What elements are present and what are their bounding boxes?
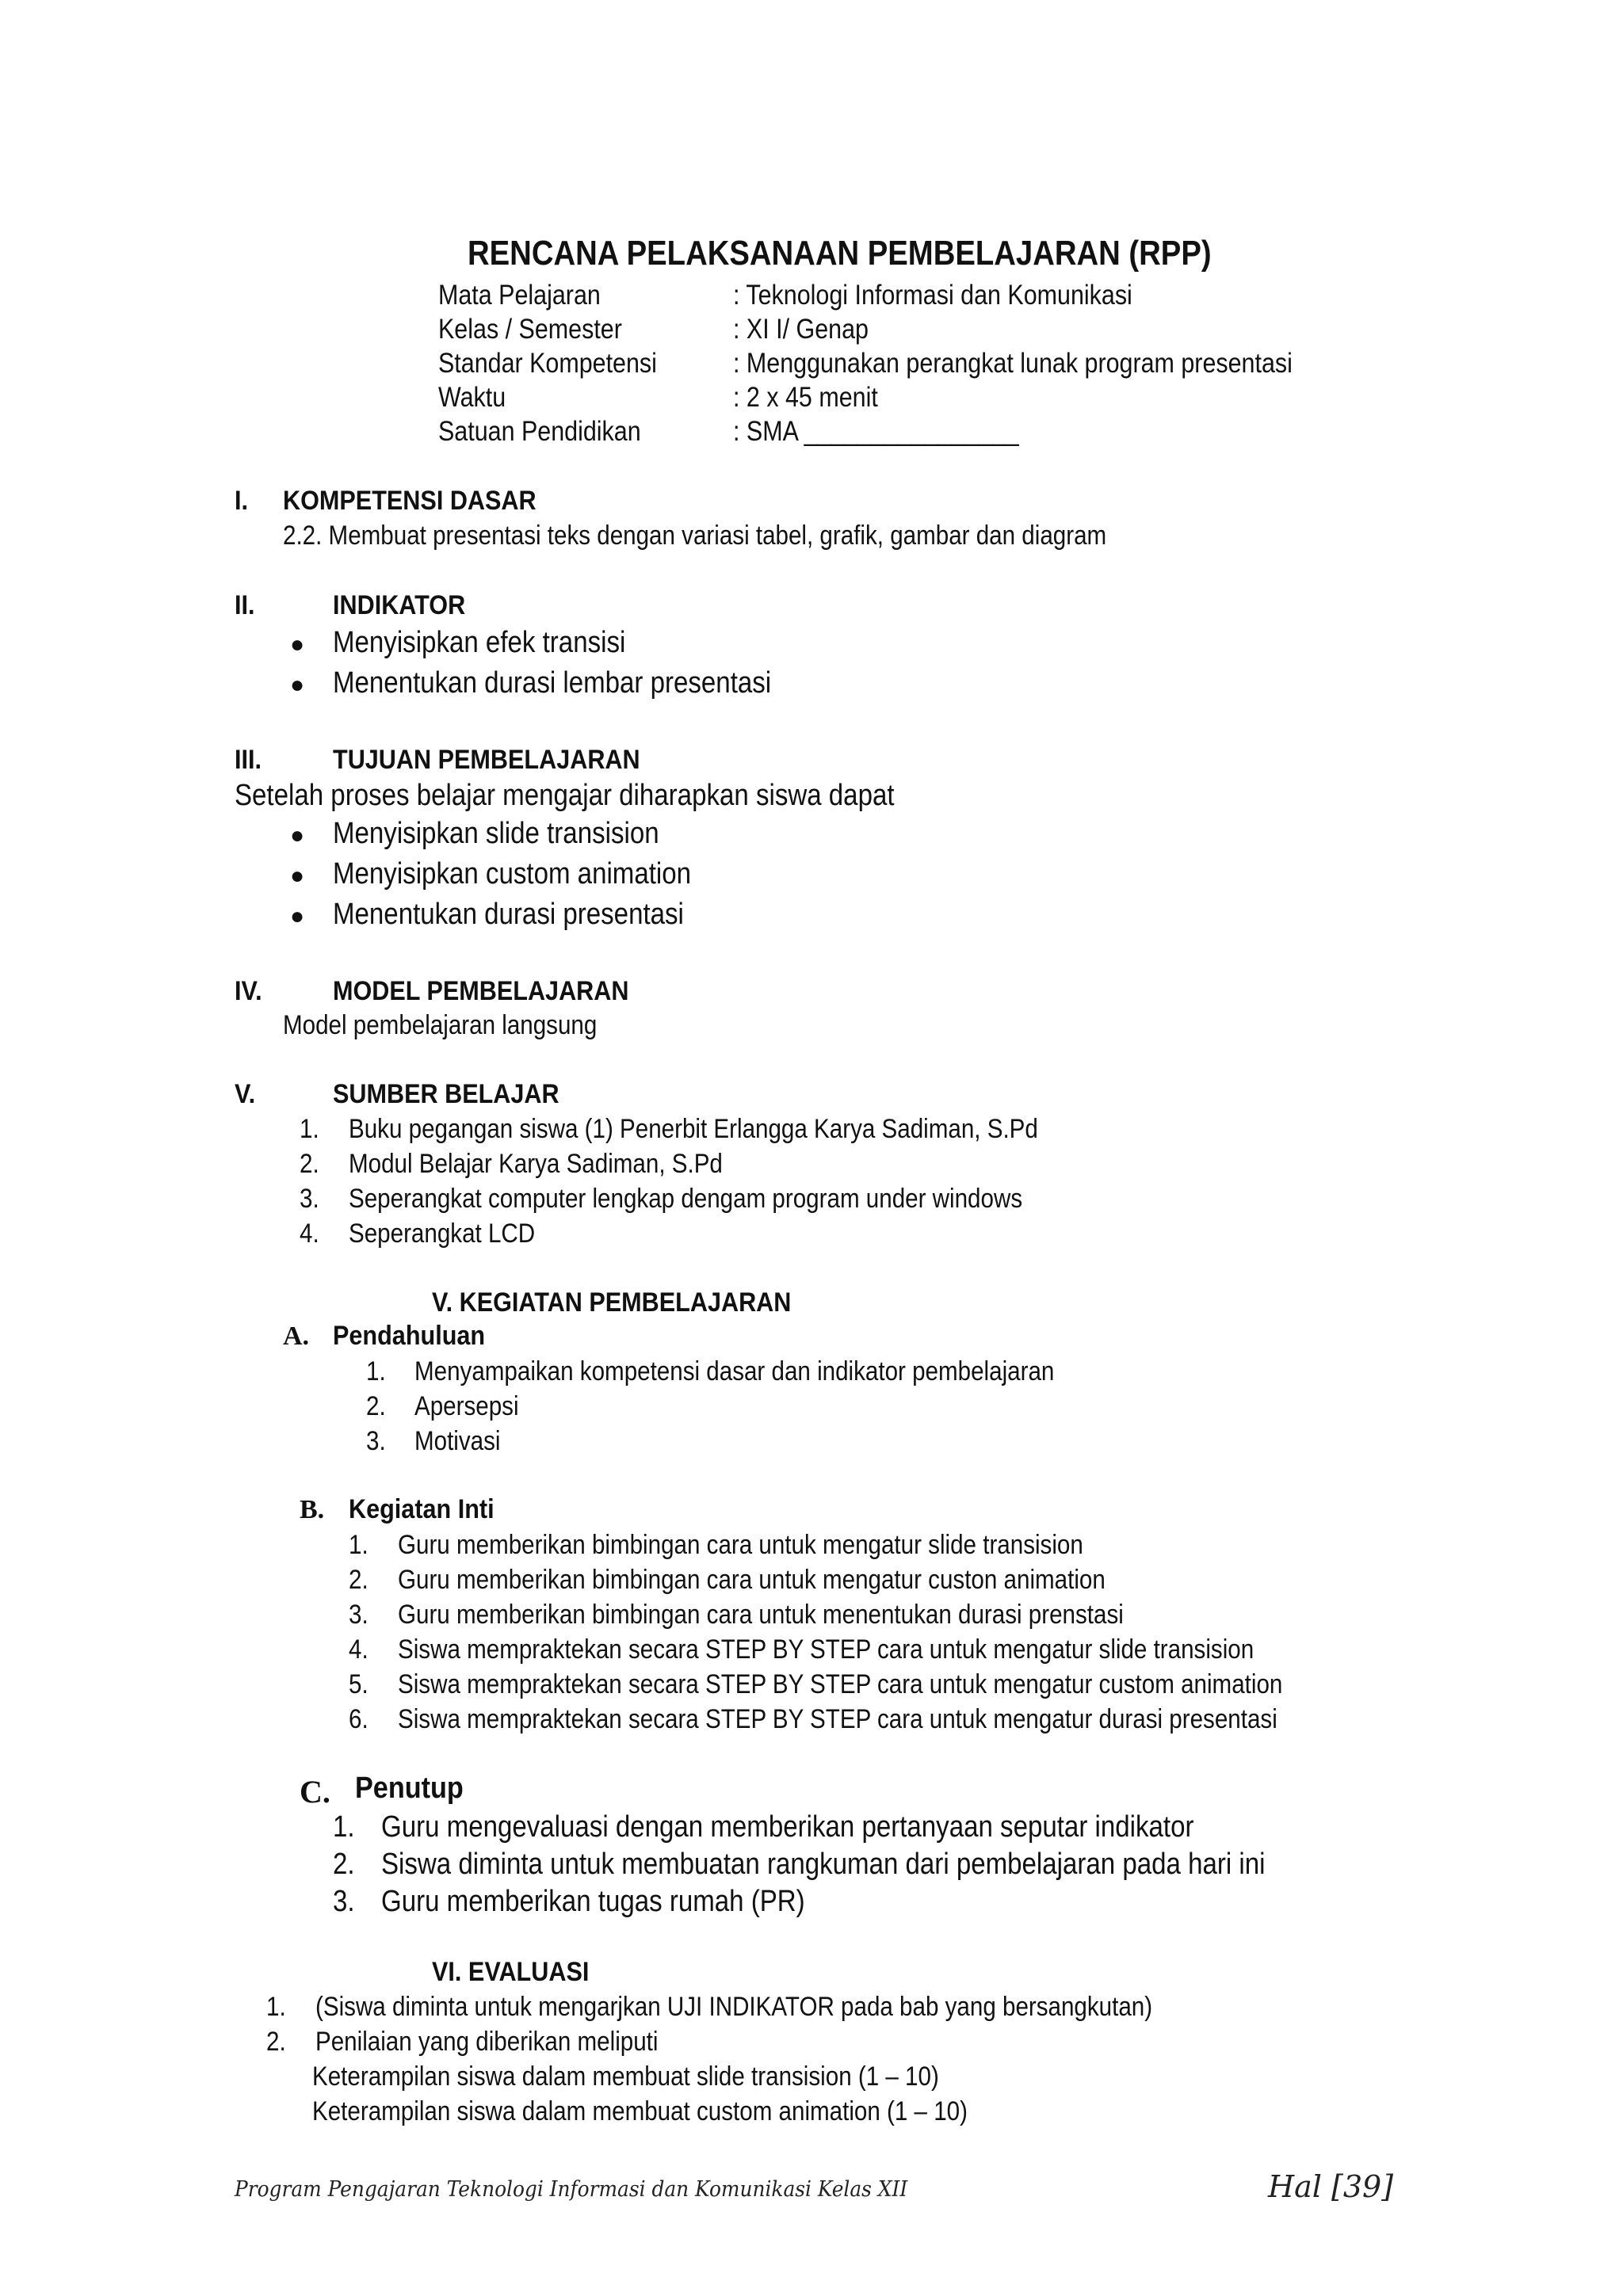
- section-3-number: III.: [235, 745, 262, 775]
- sumber-item: Buku pegangan siswa (1) Penerbit Erlangga Karya Sadiman, S.Pd: [349, 1114, 1038, 1144]
- penutup-item: Guru mengevaluasi dengan memberikan pertanyaan seputar indikator: [381, 1810, 1194, 1844]
- pendahuluan-number: 3.: [366, 1426, 386, 1456]
- sumber-number: 2.: [300, 1149, 319, 1179]
- section-4-title: MODEL PEMBELAJARAN: [333, 976, 629, 1006]
- meta-label-mata-pelajaran: Mata Pelajaran: [438, 280, 601, 311]
- evaluasi-title: VI. EVALUASI: [432, 1957, 590, 1987]
- meta-value-mata-pelajaran: : Teknologi Informasi dan Komunikasi: [733, 280, 1132, 311]
- meta-value-waktu: : 2 x 45 menit: [733, 382, 878, 413]
- penutup-item: Siswa diminta untuk membuatan rangkuman dari pembelajaran pada hari ini: [381, 1848, 1266, 1881]
- inti-item: Guru memberikan bimbingan cara untuk mengatur custon animation: [398, 1565, 1106, 1595]
- meta-label-satuan: Satuan Pendidikan: [438, 416, 641, 447]
- kegiatan-c-letter: C.: [300, 1774, 330, 1810]
- pendahuluan-item: Apersepsi: [414, 1391, 519, 1421]
- inti-item: Siswa mempraktekan secara STEP BY STEP cara untuk mengatur custom animation: [398, 1669, 1283, 1699]
- kegiatan-title: V. KEGIATAN PEMBELAJARAN: [432, 1287, 792, 1318]
- evaluasi-number: 1.: [266, 1992, 286, 2022]
- penutup-number: 2.: [333, 1848, 355, 1881]
- inti-number: 5.: [349, 1669, 369, 1699]
- inti-item: Guru memberikan bimbingan cara untuk menentukan durasi prenstasi: [398, 1600, 1124, 1630]
- pendahuluan-number: 1.: [366, 1356, 386, 1386]
- kegiatan-a-letter: A.: [283, 1322, 310, 1351]
- tujuan-item: Menentukan durasi presentasi: [333, 898, 684, 931]
- evaluasi-item: (Siswa diminta untuk mengarjkan UJI INDIKATOR pada bab yang bersangkutan): [315, 1992, 1153, 2022]
- bullet-icon: ●: [290, 903, 305, 929]
- evaluasi-sub-item: Keterampilan siswa dalam membuat custom animation (1 – 10): [312, 2096, 968, 2126]
- section-1-text: 2.2. Membuat presentasi teks dengan variasi tabel, grafik, gambar dan diagram: [283, 521, 1107, 551]
- section-5-number: V.: [235, 1079, 256, 1109]
- penutup-item: Guru memberikan tugas rumah (PR): [381, 1885, 805, 1918]
- section-2-number: II.: [235, 590, 255, 620]
- inti-number: 6.: [349, 1704, 369, 1734]
- meta-value-standar: : Menggunakan perangkat lunak program presentasi: [733, 348, 1293, 379]
- evaluasi-number: 2.: [266, 2027, 286, 2057]
- evaluasi-item: Penilaian yang diberikan meliputi: [315, 2027, 659, 2057]
- pendahuluan-number: 2.: [366, 1391, 386, 1421]
- evaluasi-sub-item: Keterampilan siswa dalam membuat slide transision (1 – 10): [312, 2061, 939, 2092]
- section-1-number: I.: [235, 486, 249, 516]
- kegiatan-a-title: Pendahuluan: [333, 1321, 486, 1351]
- meta-label-waktu: Waktu: [438, 382, 506, 413]
- indikator-item: Menentukan durasi lembar presentasi: [333, 666, 772, 700]
- section-2-title: INDIKATOR: [333, 590, 466, 620]
- section-4-text: Model pembelajaran langsung: [283, 1010, 598, 1040]
- footer-page-number: Hal [39]: [1268, 2169, 1394, 2204]
- bullet-icon: ●: [290, 822, 305, 849]
- document-title: RENCANA PELAKSANAAN PEMBELAJARAN (RPP): [468, 234, 1212, 273]
- tujuan-item: Menyisipkan custom animation: [333, 857, 692, 891]
- sumber-number: 4.: [300, 1219, 319, 1249]
- penutup-number: 1.: [333, 1810, 355, 1844]
- sumber-number: 1.: [300, 1114, 319, 1144]
- pendahuluan-item: Menyampaikan kompetensi dasar dan indikator pembelajaran: [414, 1356, 1055, 1386]
- inti-number: 1.: [349, 1530, 369, 1560]
- penutup-number: 3.: [333, 1885, 355, 1918]
- bullet-icon: ●: [290, 631, 305, 658]
- kegiatan-b-letter: B.: [300, 1495, 325, 1524]
- inti-number: 2.: [349, 1565, 369, 1595]
- sumber-item: Modul Belajar Karya Sadiman, S.Pd: [349, 1149, 723, 1179]
- bullet-icon: ●: [290, 672, 305, 698]
- bullet-icon: ●: [290, 863, 305, 889]
- inti-number: 3.: [349, 1600, 369, 1630]
- inti-item: Siswa mempraktekan secara STEP BY STEP cara untuk mengatur slide transision: [398, 1634, 1254, 1665]
- section-3-intro: Setelah proses belajar mengajar diharapkan siswa dapat: [235, 779, 895, 812]
- meta-label-standar: Standar Kompetensi: [438, 348, 657, 379]
- meta-value-satuan: : SMA ________________: [733, 416, 1019, 447]
- section-1-title: KOMPETENSI DASAR: [283, 486, 537, 516]
- kegiatan-c-title: Penutup: [355, 1772, 464, 1805]
- kegiatan-b-title: Kegiatan Inti: [349, 1494, 495, 1524]
- sumber-item: Seperangkat computer lengkap dengam program under windows: [349, 1184, 1023, 1214]
- pendahuluan-item: Motivasi: [414, 1426, 501, 1456]
- footer-program-text: Program Pengajaran Teknologi Informasi dan Komunikasi Kelas XII: [235, 2177, 908, 2202]
- inti-number: 4.: [349, 1634, 369, 1665]
- inti-item: Siswa mempraktekan secara STEP BY STEP cara untuk mengatur durasi presentasi: [398, 1704, 1277, 1734]
- sumber-item: Seperangkat LCD: [349, 1219, 536, 1249]
- indikator-item: Menyisipkan efek transisi: [333, 626, 626, 659]
- section-4-number: IV.: [235, 976, 262, 1006]
- section-3-title: TUJUAN PEMBELAJARAN: [333, 745, 640, 775]
- section-5-title: SUMBER BELAJAR: [333, 1079, 559, 1109]
- tujuan-item: Menyisipkan slide transision: [333, 817, 659, 850]
- meta-label-kelas: Kelas / Semester: [438, 314, 622, 345]
- sumber-number: 3.: [300, 1184, 319, 1214]
- meta-value-kelas: : XI I/ Genap: [733, 314, 869, 345]
- inti-item: Guru memberikan bimbingan cara untuk mengatur slide transision: [398, 1530, 1083, 1560]
